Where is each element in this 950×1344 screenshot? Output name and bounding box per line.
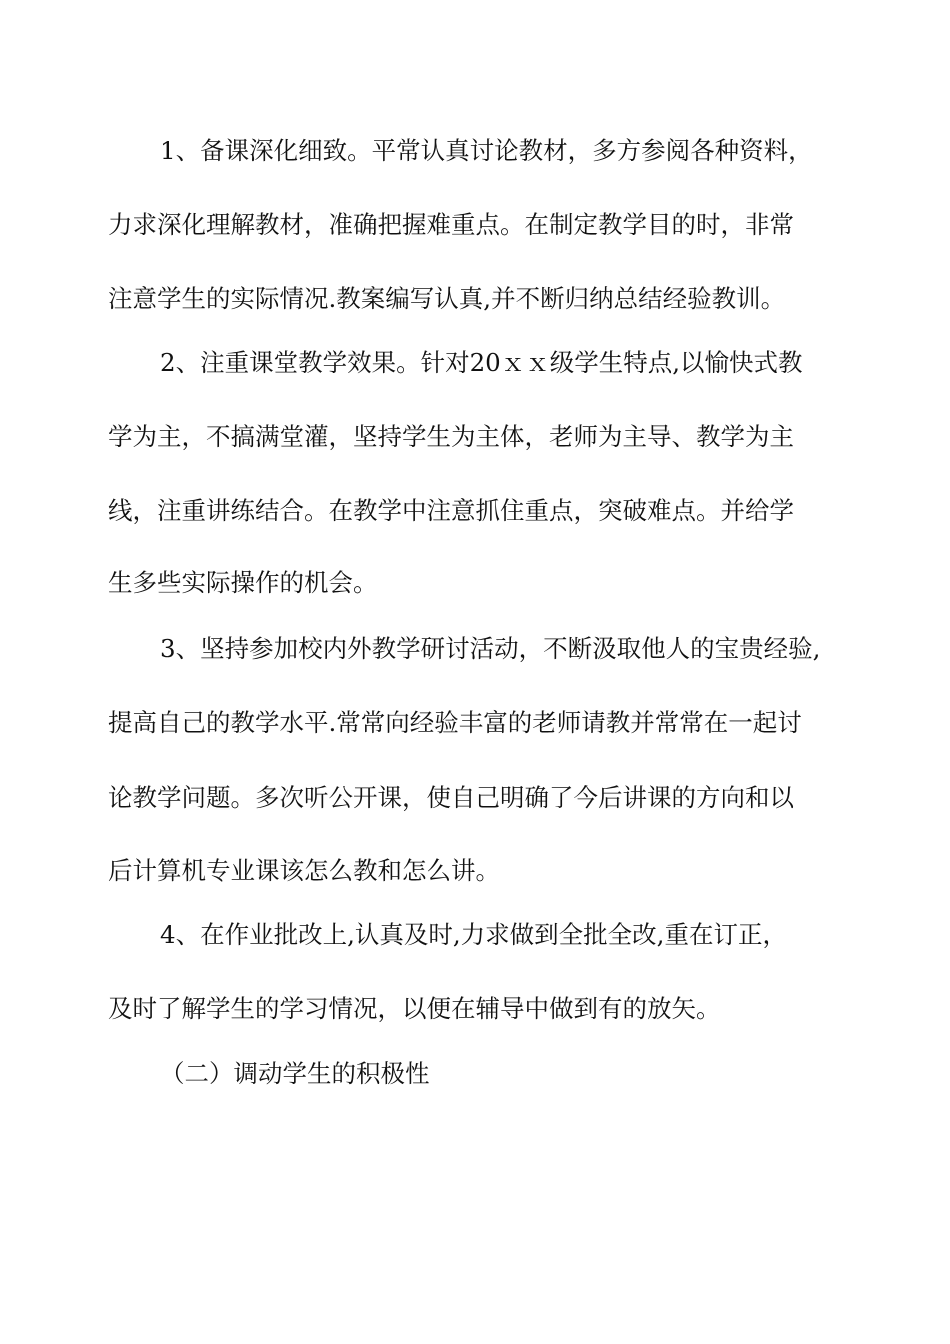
- paragraph-2-line-3: 线，注重讲练结合。在教学中注意抓住重点，突破难点。并给学: [108, 496, 794, 525]
- paragraph-3-line-4: 后计算机专业课该怎么教和怎么讲。: [108, 856, 500, 885]
- paragraph-1-line-2: 力求深化理解教材，准确把握难重点。在制定教学目的时，非常: [108, 210, 794, 239]
- paragraph-2-line-1: 2、注重课堂教学效果。针对20ｘｘ级学生特点,以愉快式教: [160, 348, 803, 377]
- paragraph-1-line-3: 注意学生的实际情况.教案编写认真,并不断归纳总结经验教训。: [108, 284, 786, 313]
- paragraph-4-line-1: 4、在作业批改上,认真及时,力求做到全批全改,重在订正，: [160, 920, 787, 949]
- section-heading: （二）调动学生的积极性: [160, 1059, 430, 1088]
- paragraph-1-line-1: 1、备课深化细致。平常认真讨论教材，多方参阅各种资料，: [160, 136, 813, 165]
- paragraph-2-line-2: 学为主，不搞满堂灌，坚持学生为主体，老师为主导、教学为主: [108, 422, 794, 451]
- paragraph-3-line-3: 论教学问题。多次听公开课，使自己明确了今后讲课的方向和以: [108, 783, 794, 812]
- paragraph-4-line-2: 及时了解学生的学习情况，以便在辅导中做到有的放矢。: [108, 994, 721, 1023]
- paragraph-2-line-4: 生多些实际操作的机会。: [108, 568, 378, 597]
- paragraph-3-line-1: 3、坚持参加校内外教学研讨活动，不断汲取他人的宝贵经验,: [160, 634, 821, 663]
- paragraph-3-line-2: 提高自己的教学水平.常常向经验丰富的老师请教并常常在一起讨: [108, 708, 802, 737]
